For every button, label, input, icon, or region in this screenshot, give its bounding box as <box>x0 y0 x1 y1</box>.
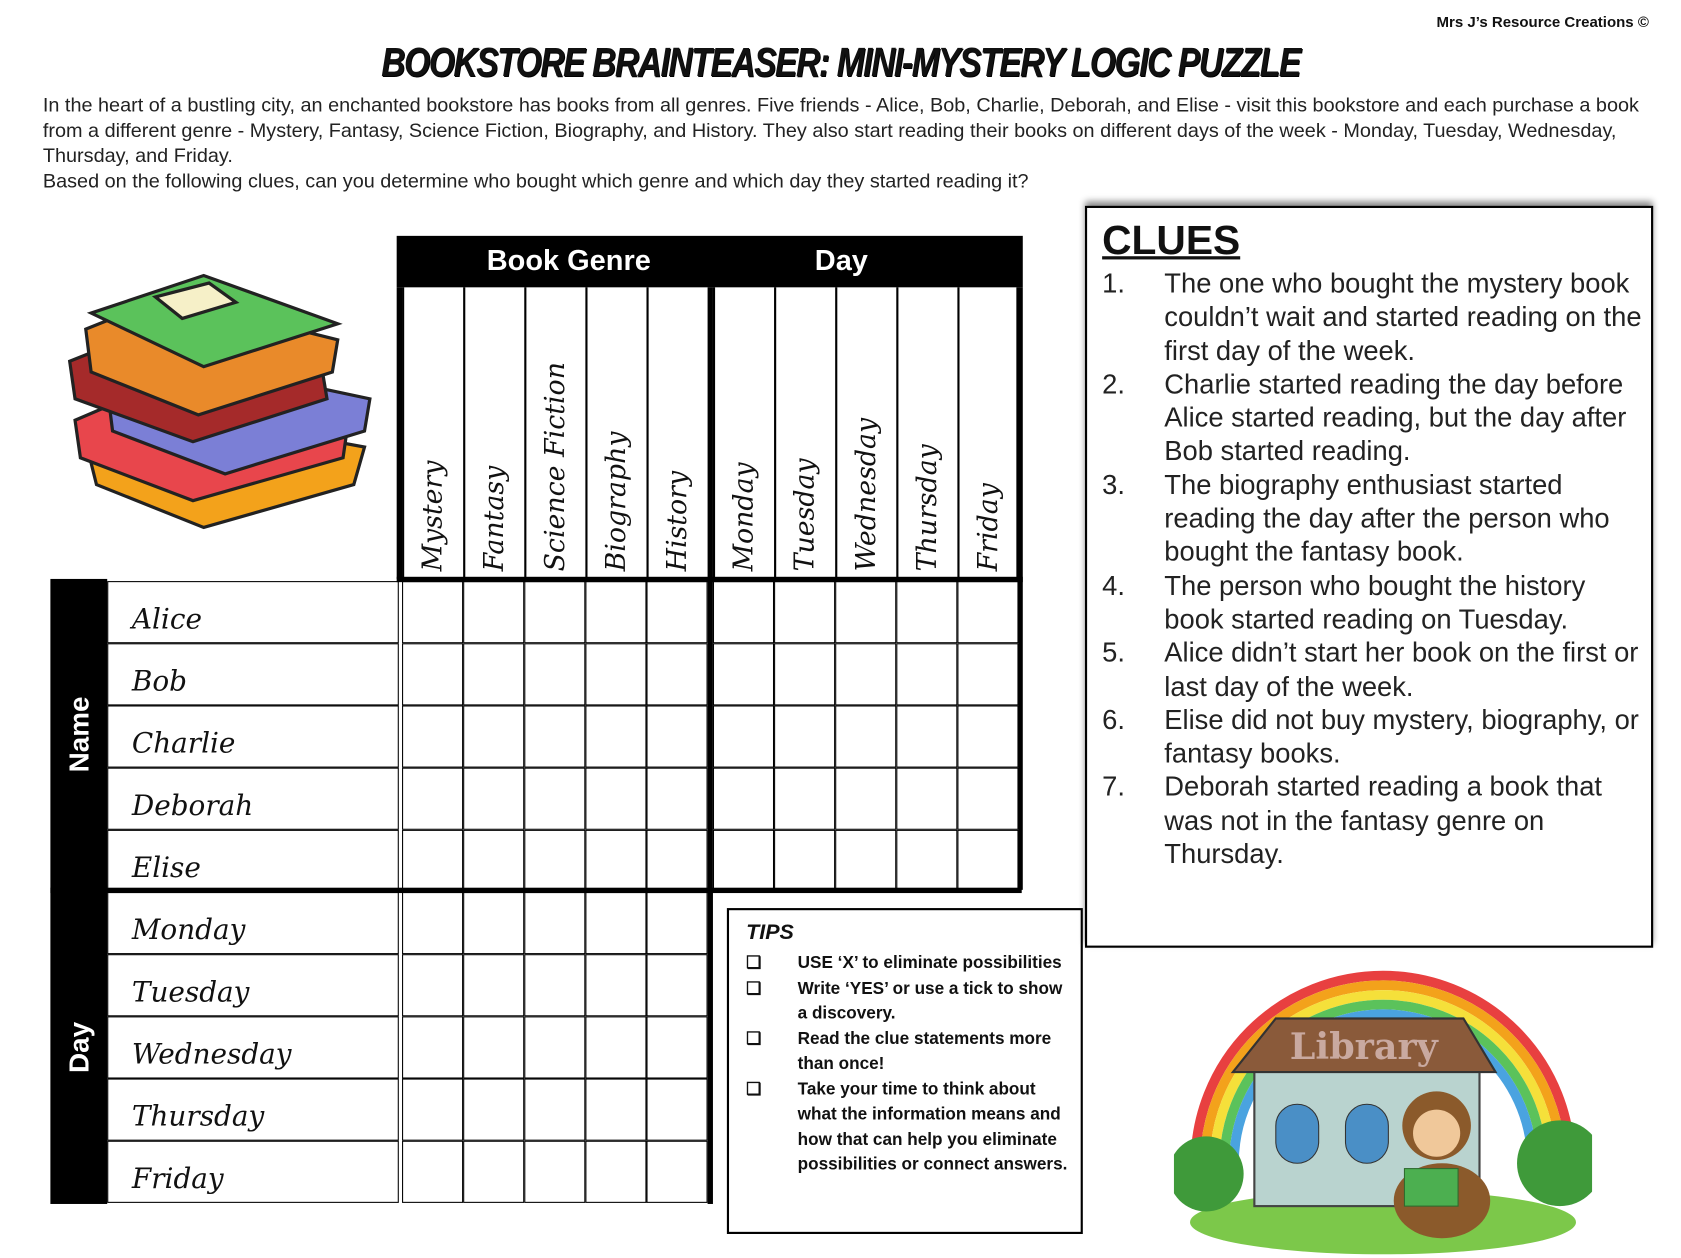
name-side-label: Name <box>50 579 107 890</box>
grid-cell[interactable] <box>957 768 1018 830</box>
clue-number: 3. <box>1102 470 1125 501</box>
column-label: Thursday <box>910 444 942 572</box>
library-monkey-illustration <box>1174 949 1592 1255</box>
grid-cell[interactable] <box>524 643 585 705</box>
tips-panel <box>727 908 1083 1234</box>
grid-cell[interactable] <box>585 705 646 767</box>
column-day <box>835 287 896 579</box>
tip-item <box>746 976 1073 1026</box>
library-sign: Library <box>1289 1025 1438 1069</box>
grid-cell[interactable] <box>524 892 585 954</box>
grid-cell[interactable] <box>896 705 957 767</box>
grid-cell[interactable] <box>524 830 585 892</box>
column-label: Wednesday <box>849 417 881 572</box>
grid-cell[interactable] <box>402 643 463 705</box>
grid-cell[interactable] <box>402 830 463 892</box>
grid-cell[interactable] <box>585 892 646 954</box>
clue-item <box>1102 469 1649 570</box>
grid-cell[interactable] <box>585 830 646 892</box>
clue-number: 2. <box>1102 369 1125 400</box>
column-label: Biography <box>599 431 631 572</box>
column-genre <box>585 287 646 579</box>
grid-divider <box>397 577 1023 582</box>
grid-cell[interactable] <box>524 581 585 643</box>
clue-text: Alice didn’t start her book on the first or last day of the week. <box>1164 638 1639 702</box>
grid-cell[interactable] <box>713 581 774 643</box>
checkbox-bullet-icon: ❑ <box>746 1080 762 1099</box>
column-label: Tuesday <box>788 458 820 572</box>
grid-cell[interactable] <box>713 768 774 830</box>
grid-cell[interactable] <box>463 892 524 954</box>
tip-item <box>746 951 1073 976</box>
grid-cell[interactable] <box>585 1141 646 1203</box>
grid-cell[interactable] <box>585 1016 646 1078</box>
column-day <box>713 287 774 579</box>
grid-cell[interactable] <box>463 768 524 830</box>
grid-cell[interactable] <box>463 830 524 892</box>
grid-cell[interactable] <box>646 830 707 892</box>
tip-text: USE ‘X’ to eliminate possibilities <box>797 954 1062 973</box>
grid-cell[interactable] <box>402 705 463 767</box>
grid-cell[interactable] <box>463 581 524 643</box>
grid-cell[interactable] <box>713 705 774 767</box>
intro-text <box>43 92 1640 193</box>
grid-cell[interactable] <box>524 1016 585 1078</box>
clue-item <box>1102 637 1649 704</box>
row-day: Wednesday <box>107 1016 399 1078</box>
row-day: Monday <box>107 892 399 954</box>
column-genre <box>402 287 463 579</box>
column-genre <box>463 287 524 579</box>
grid-cell[interactable] <box>646 892 707 954</box>
clue-text: The one who bought the mystery book couldn’t wait and started reading on the first day of the week. <box>1164 269 1642 367</box>
tip-item <box>746 1077 1073 1178</box>
clues-panel <box>1085 206 1653 948</box>
column-genre <box>524 287 585 579</box>
grid-cell[interactable] <box>463 705 524 767</box>
grid-cell[interactable] <box>896 643 957 705</box>
tip-item <box>746 1027 1073 1077</box>
grid-cell[interactable] <box>957 830 1018 892</box>
credit: Mrs J’s Resource Creations © <box>1436 12 1649 31</box>
clue-number: 7. <box>1102 772 1125 803</box>
column-day <box>896 287 957 579</box>
grid-cell[interactable] <box>957 705 1018 767</box>
row-name: Elise <box>107 830 399 892</box>
grid-cell[interactable] <box>646 1016 707 1078</box>
clue-number: 6. <box>1102 705 1125 736</box>
clue-text: Elise did not buy mystery, biography, or fantasy books. <box>1164 705 1639 769</box>
grid-cell[interactable] <box>835 768 896 830</box>
clue-number: 1. <box>1102 269 1125 300</box>
grid-cell[interactable] <box>463 1016 524 1078</box>
grid-cell[interactable] <box>402 581 463 643</box>
grid-cell[interactable] <box>585 954 646 1016</box>
grid-cell[interactable] <box>402 1079 463 1141</box>
grid-cell[interactable] <box>646 581 707 643</box>
grid-cell[interactable] <box>646 1079 707 1141</box>
genre-header: Book Genre <box>486 244 651 277</box>
column-label: Friday <box>971 483 1003 572</box>
tip-text: Take your time to think about what the information means and how that can help you eliminate possibilities or connect answers. <box>797 1080 1068 1174</box>
column-label: Mystery <box>416 460 448 572</box>
clue-item <box>1102 570 1649 637</box>
page-title: BOOKSTORE BRAINTEASER: MINI-MYSTERY LOGIC PUZZLE <box>381 40 1300 86</box>
column-label: Monday <box>727 462 759 572</box>
grid-cell[interactable] <box>774 581 835 643</box>
grid-cell[interactable] <box>835 705 896 767</box>
grid-cell[interactable] <box>463 1079 524 1141</box>
grid-cell[interactable] <box>713 643 774 705</box>
clue-item <box>1102 268 1649 369</box>
grid-cell[interactable] <box>524 954 585 1016</box>
grid-divider <box>50 888 1021 893</box>
row-day: Thursday <box>107 1079 399 1141</box>
grid-cell[interactable] <box>463 643 524 705</box>
grid-cell[interactable] <box>646 705 707 767</box>
grid-cell[interactable] <box>835 581 896 643</box>
tip-text: Write ‘YES’ or use a tick to show a discovery. <box>797 979 1063 1023</box>
grid-cell[interactable] <box>646 643 707 705</box>
row-day: Friday <box>107 1141 399 1203</box>
grid-cell[interactable] <box>402 1016 463 1078</box>
clues-heading: CLUES <box>1102 218 1241 264</box>
checkbox-bullet-icon: ❑ <box>746 979 762 998</box>
grid-cell[interactable] <box>957 643 1018 705</box>
row-name: Charlie <box>107 705 399 767</box>
grid-cell[interactable] <box>774 768 835 830</box>
grid-cell[interactable] <box>402 954 463 1016</box>
grid-cell[interactable] <box>774 830 835 892</box>
clue-text: Charlie started reading the day before Alice started reading, but the day after Bob started reading. <box>1164 369 1627 467</box>
column-day <box>957 287 1018 579</box>
checkbox-bullet-icon: ❑ <box>746 1029 762 1048</box>
day-header: Day <box>814 244 868 277</box>
checkbox-bullet-icon: ❑ <box>746 954 762 973</box>
grid-cell[interactable] <box>646 768 707 830</box>
books-stack-illustration <box>64 270 375 538</box>
grid-cell[interactable] <box>896 768 957 830</box>
grid-cell[interactable] <box>585 768 646 830</box>
column-genre <box>646 287 707 579</box>
tips-heading: TIPS <box>746 920 794 945</box>
clue-text: The biography enthusiast started reading the day after the person who bought the fantasy book. <box>1164 470 1610 568</box>
grid-cell[interactable] <box>774 643 835 705</box>
clue-text: Deborah started reading a book that was not in the fantasy genre on Thursday. <box>1164 772 1603 870</box>
clue-number: 4. <box>1102 571 1125 602</box>
grid-cell[interactable] <box>524 705 585 767</box>
row-name: Deborah <box>107 768 399 830</box>
grid-cell[interactable] <box>585 1079 646 1141</box>
row-day: Tuesday <box>107 954 399 1016</box>
grid-cell[interactable] <box>896 581 957 643</box>
grid-cell[interactable] <box>402 768 463 830</box>
row-name: Bob <box>107 643 399 705</box>
column-label: Science Fiction <box>538 362 570 572</box>
row-name: Alice <box>107 581 399 643</box>
intro-paragraph: In the heart of a bustling city, an enchanted bookstore has books from all genres. Five friends - Alice, Bob, Charlie, Deborah, and Elise - visit this bookstore and each purchase a book from a different genre - Mystery, Fantasy, Science Fiction, Biography, and History. They also start reading their books on different days of the week - Monday, Tuesday, Wednesday, Thursday, and Friday. <box>42 93 1639 167</box>
clue-item <box>1102 771 1649 872</box>
grid-cell[interactable] <box>402 892 463 954</box>
grid-cell[interactable] <box>713 830 774 892</box>
grid-header-bar <box>397 236 1023 287</box>
intro-question: Based on the following clues, can you determine who bought which genre and which day they started reading it? <box>42 168 1029 192</box>
tip-text: Read the clue statements more than once! <box>797 1029 1052 1074</box>
day-side-label: Day <box>50 890 107 1204</box>
grid-cell[interactable] <box>774 705 835 767</box>
grid-cell[interactable] <box>463 1141 524 1203</box>
grid-cell[interactable] <box>463 954 524 1016</box>
grid-cell[interactable] <box>585 581 646 643</box>
clue-item <box>1102 704 1649 771</box>
clue-item <box>1102 369 1649 470</box>
grid-cell[interactable] <box>896 830 957 892</box>
column-label: History <box>660 470 693 572</box>
grid-cell[interactable] <box>524 1141 585 1203</box>
grid-cell[interactable] <box>957 581 1018 643</box>
grid-divider <box>397 287 402 579</box>
clue-text: The person who bought the history book started reading on Tuesday. <box>1164 571 1586 635</box>
grid-cell[interactable] <box>646 954 707 1016</box>
grid-cell[interactable] <box>646 1141 707 1203</box>
clue-number: 5. <box>1102 638 1125 669</box>
grid-cell[interactable] <box>402 1141 463 1203</box>
column-label: Fantasy <box>477 465 509 572</box>
grid-cell[interactable] <box>585 643 646 705</box>
grid-cell[interactable] <box>524 768 585 830</box>
column-day <box>774 287 835 579</box>
grid-cell[interactable] <box>835 830 896 892</box>
grid-cell[interactable] <box>835 643 896 705</box>
grid-cell[interactable] <box>524 1079 585 1141</box>
